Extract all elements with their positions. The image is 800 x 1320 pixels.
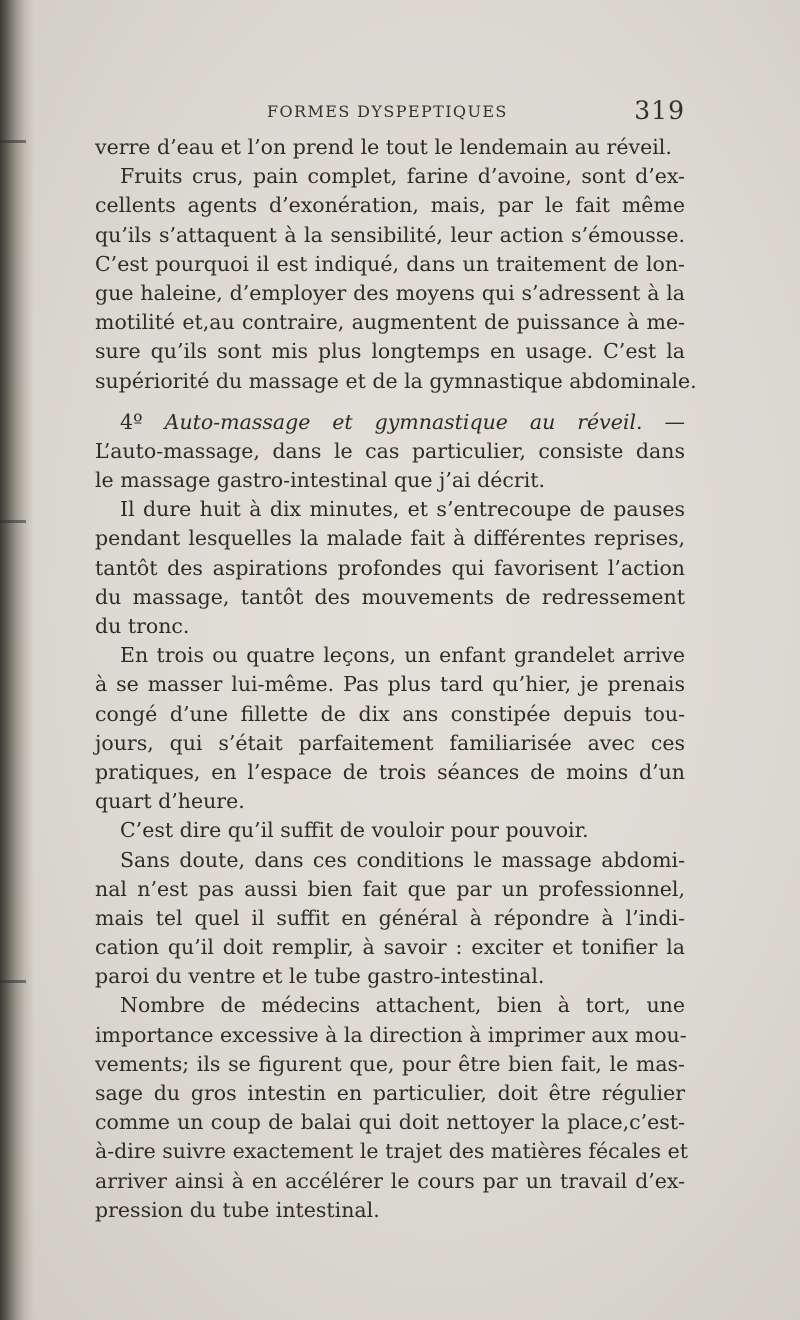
text-line: sage du gros intestin en particulier, doit être régulier	[95, 1081, 685, 1105]
body-text	[95, 133, 697, 1225]
text-line: arriver ainsi à en accélérer le cours par un travail d’ex-	[95, 1168, 685, 1193]
text-line: verre d’eau et l’on prend le tout le lendemain au réveil.	[95, 135, 672, 159]
spine-mark	[0, 140, 26, 143]
text-line: L’auto-massage, dans le cas particulier, consiste dans	[95, 438, 685, 463]
text-line: tantôt des aspirations profondes qui favorisent l’action	[95, 555, 685, 580]
text-line: qu’ils s’attaquent à la sensibilité, leur action s’émousse.	[95, 222, 685, 247]
text-line: mais tel quel il suffit en général à répondre à l’indi-	[95, 905, 685, 930]
text-line: jours, qui s’était parfaitement familiarisée avec ces	[95, 730, 685, 755]
text-line: quart d’heure.	[95, 789, 245, 814]
paragraph	[95, 641, 685, 816]
section-paragraph	[95, 408, 685, 496]
text-line: le massage gastro-intestinal que j’ai décrit.	[95, 468, 545, 493]
text-line: supériorité du massage et de la gymnastique abdominale.	[95, 368, 697, 393]
text-line: Sans doute, dans ces conditions le massage abdomi-	[120, 847, 685, 872]
text-line: Fruits crus, pain complet, farine d’avoine, sont d’ex-	[120, 164, 685, 189]
paragraph	[95, 816, 685, 845]
text-line: pression du tube intestinal.	[95, 1197, 380, 1222]
text-line: du massage, tantôt des mouvements de redressement	[95, 584, 685, 609]
text-line: pratiques, en l’espace de trois séances de moins d’un	[95, 759, 685, 784]
section-heading	[95, 408, 685, 437]
text-line: à-dire suivre exactement le trajet des matières fécales et	[95, 1139, 688, 1164]
text-line: gue haleine, d’employer des moyens qui s’adressent à la	[95, 280, 685, 305]
section-number: 4º	[120, 409, 143, 434]
paragraph	[95, 162, 697, 396]
running-title: FORMES DYSPEPTIQUES	[267, 102, 508, 121]
text-line: comme un coup de balai qui doit nettoyer la place,c’est-	[95, 1110, 685, 1135]
text-line: du tronc.	[95, 614, 190, 638]
text-line: En trois ou quatre leçons, un enfant grandelet arrive	[120, 643, 685, 668]
text-line: importance excessive à la direction à imprimer aux mou-	[95, 1022, 687, 1047]
text-line: pendant lesquelles la malade fait à différentes reprises,	[95, 526, 685, 551]
text-line: nal n’est pas aussi bien fait que par un professionnel,	[95, 876, 685, 901]
running-head	[95, 96, 685, 126]
text-line: motilité et,au contraire, augmentent de puissance à me-	[95, 310, 685, 335]
page-number: 319	[634, 96, 685, 125]
spine-mark	[0, 980, 26, 983]
text-line: C’est pourquoi il est indiqué, dans un traitement de lon-	[95, 251, 685, 276]
text-line: Il dure huit à dix minutes, et s’entrecoupe de pauses	[120, 497, 685, 522]
spine-mark	[0, 520, 26, 523]
paragraph	[95, 846, 685, 992]
text-line: cation qu’il doit remplir, à savoir : exciter et tonifier la	[95, 935, 685, 960]
section-gap	[95, 396, 685, 408]
text-line: cellents agents d’exonération, mais, par le fait même	[95, 193, 685, 218]
text-line: Nombre de médecins attachent, bien à tort, une	[120, 993, 685, 1018]
text-line: à se masser lui-même. Pas plus tard qu’hier, je prenais	[95, 672, 685, 697]
paragraph	[95, 991, 688, 1225]
paragraph	[95, 495, 685, 641]
section-dash: —	[664, 409, 685, 434]
section-title: Auto-massage et gymnastique au réveil.	[164, 409, 643, 434]
text-line: sure qu’ils sont mis plus longtemps en usage. C’est la	[95, 339, 685, 364]
text-line: vements; ils se figurent que, pour être bien fait, le mas-	[95, 1051, 685, 1076]
text-line: paroi du ventre et le tube gastro-intestinal.	[95, 964, 545, 989]
book-spine-edge	[0, 0, 34, 1320]
text-line: congé d’une fillette de dix ans constipée depuis tou-	[95, 701, 685, 726]
paragraph	[95, 133, 685, 162]
text-line: C’est dire qu’il suffit de vouloir pour pouvoir.	[120, 818, 589, 843]
